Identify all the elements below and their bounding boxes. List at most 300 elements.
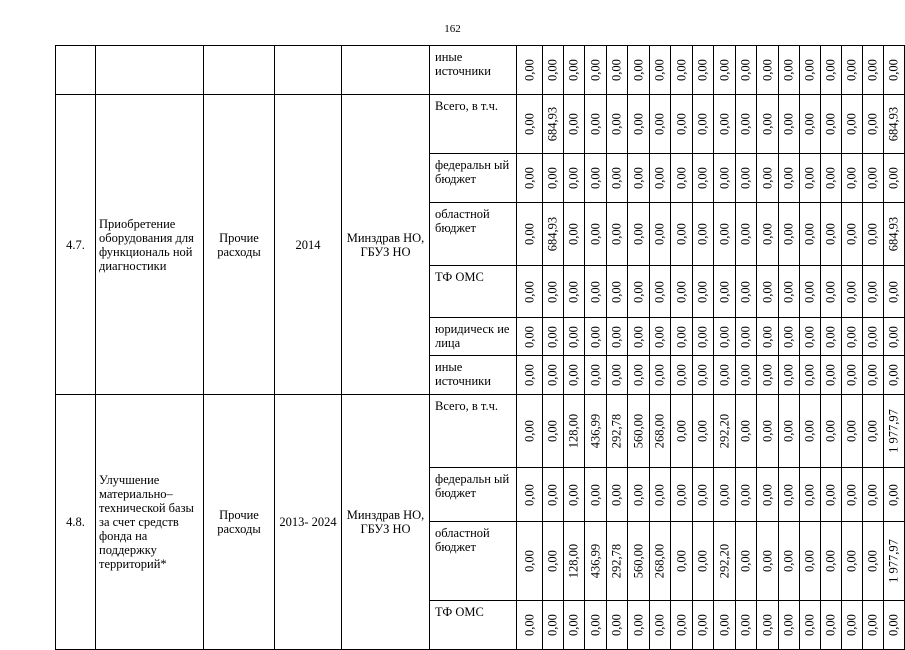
value-text: 0,00 xyxy=(865,280,880,303)
value-text: 0,00 xyxy=(588,167,602,189)
value-cell xyxy=(693,46,714,95)
value-text: 0,00 xyxy=(522,167,536,189)
value-text: 0,00 xyxy=(717,167,731,189)
value-cell xyxy=(736,154,757,203)
value-cell xyxy=(779,46,800,95)
value-cell xyxy=(714,318,736,356)
value-text: 0,00 xyxy=(652,223,667,245)
value-cell xyxy=(671,266,693,318)
value-text: 0,00 xyxy=(588,614,602,636)
value-cell xyxy=(650,154,671,203)
value-text: 0,00 xyxy=(844,364,859,386)
value-text: 0,00 xyxy=(738,483,753,506)
value-cell xyxy=(842,468,863,522)
value-cell xyxy=(736,318,757,356)
value-cell xyxy=(757,318,779,356)
value-cell xyxy=(564,154,585,203)
value-cell xyxy=(863,266,884,318)
value-cell xyxy=(607,154,628,203)
value-text: 0,00 xyxy=(738,550,753,572)
value-cell xyxy=(564,601,585,650)
value-cell xyxy=(517,46,543,95)
value-text: 0,00 xyxy=(844,550,859,572)
value-text: 0,00 xyxy=(631,483,645,506)
value-cell xyxy=(800,356,821,395)
value-cell xyxy=(671,203,693,266)
value-cell xyxy=(821,522,842,601)
value-text: 0,00 xyxy=(609,113,624,135)
value-text: 0,00 xyxy=(865,223,880,245)
value-text: 268,00 xyxy=(652,543,667,579)
years-cell xyxy=(275,46,342,95)
value-text: 0,00 xyxy=(865,59,880,81)
value-cell xyxy=(863,203,884,266)
value-cell xyxy=(543,266,564,318)
value-text: 268,00 xyxy=(652,413,667,449)
value-text: 0,00 xyxy=(588,325,602,348)
value-cell xyxy=(607,318,628,356)
value-text: 0,00 xyxy=(823,113,838,135)
value-text: 0,00 xyxy=(760,483,774,506)
value-text: 0,00 xyxy=(760,420,774,442)
funding-source-cell: ТФ ОМС xyxy=(430,266,517,318)
value-cell xyxy=(517,601,543,650)
value-text: 0,00 xyxy=(652,59,667,81)
value-text: 0,00 xyxy=(695,325,710,348)
value-text: 0,00 xyxy=(588,113,602,135)
value-text: 0,00 xyxy=(522,280,536,303)
value-text: 0,00 xyxy=(760,550,774,572)
value-cell xyxy=(543,601,564,650)
value-text: 0,00 xyxy=(738,59,753,81)
value-cell xyxy=(628,395,650,468)
value-text: 684,93 xyxy=(545,106,560,142)
value-cell xyxy=(714,356,736,395)
funding-source-cell: юридическ ие лица xyxy=(430,318,517,356)
value-text: 0,00 xyxy=(717,59,731,81)
value-cell xyxy=(671,318,693,356)
value-cell xyxy=(884,601,905,650)
funding-source-cell: иные источники xyxy=(430,46,517,95)
value-cell xyxy=(585,318,607,356)
value-cell xyxy=(800,468,821,522)
value-text: 0,00 xyxy=(566,483,581,506)
value-cell xyxy=(693,395,714,468)
value-cell xyxy=(650,318,671,356)
value-text: 0,00 xyxy=(674,280,688,303)
value-text: 0,00 xyxy=(717,280,731,303)
value-text: 0,00 xyxy=(545,483,560,506)
value-cell xyxy=(736,46,757,95)
value-text: 0,00 xyxy=(781,550,796,572)
value-text: 0,00 xyxy=(631,614,645,636)
value-text: 0,00 xyxy=(802,420,817,442)
value-cell xyxy=(863,95,884,154)
value-cell xyxy=(650,266,671,318)
value-text: 0,00 xyxy=(865,614,880,636)
value-text: 0,00 xyxy=(631,223,645,245)
value-text: 0,00 xyxy=(522,59,536,81)
value-cell xyxy=(821,318,842,356)
expense-category-cell xyxy=(204,46,275,95)
funding-source-cell: федеральн ый бюджет xyxy=(430,154,517,203)
value-cell xyxy=(607,601,628,650)
value-cell xyxy=(564,46,585,95)
value-cell xyxy=(607,266,628,318)
value-cell xyxy=(842,154,863,203)
value-cell xyxy=(842,356,863,395)
value-cell xyxy=(517,468,543,522)
value-text: 0,00 xyxy=(844,280,859,303)
value-cell xyxy=(628,601,650,650)
value-cell xyxy=(650,203,671,266)
value-text: 0,00 xyxy=(695,550,710,572)
value-cell xyxy=(842,395,863,468)
value-text: 0,00 xyxy=(674,223,688,245)
value-cell xyxy=(821,266,842,318)
value-cell xyxy=(671,468,693,522)
value-text: 0,00 xyxy=(652,113,667,135)
value-cell xyxy=(800,522,821,601)
value-text: 0,00 xyxy=(695,167,710,189)
value-cell xyxy=(543,522,564,601)
value-cell xyxy=(842,46,863,95)
value-cell xyxy=(585,266,607,318)
value-cell xyxy=(585,46,607,95)
funding-source-cell: Всего, в т.ч. xyxy=(430,395,517,468)
value-cell xyxy=(757,95,779,154)
value-cell xyxy=(585,601,607,650)
value-text: 0,00 xyxy=(781,59,796,81)
value-text: 0,00 xyxy=(738,167,753,189)
value-cell xyxy=(693,356,714,395)
executor-cell: Минздрав НО, ГБУЗ НО xyxy=(342,395,430,650)
value-cell xyxy=(650,46,671,95)
expense-category-cell: Прочие расходы xyxy=(204,395,275,650)
value-cell xyxy=(607,356,628,395)
value-text: 0,00 xyxy=(738,223,753,245)
value-text: 0,00 xyxy=(802,167,817,189)
value-text: 0,00 xyxy=(781,167,796,189)
value-text: 0,00 xyxy=(545,614,560,636)
value-text: 560,00 xyxy=(631,543,645,579)
value-cell xyxy=(863,522,884,601)
value-cell xyxy=(585,203,607,266)
value-cell xyxy=(543,46,564,95)
value-cell xyxy=(671,95,693,154)
value-text: 0,00 xyxy=(674,113,688,135)
value-text: 128,00 xyxy=(566,413,581,449)
value-text: 0,00 xyxy=(865,325,880,348)
value-text: 0,00 xyxy=(886,483,901,506)
table-row xyxy=(56,95,905,154)
value-cell xyxy=(884,522,905,601)
value-cell xyxy=(800,46,821,95)
value-text: 0,00 xyxy=(844,325,859,348)
value-cell xyxy=(821,356,842,395)
value-cell xyxy=(693,601,714,650)
value-cell xyxy=(779,203,800,266)
value-text: 0,00 xyxy=(522,483,536,506)
value-text: 0,00 xyxy=(802,280,817,303)
value-text: 0,00 xyxy=(781,113,796,135)
value-cell xyxy=(517,395,543,468)
value-cell xyxy=(779,468,800,522)
value-text: 0,00 xyxy=(738,614,753,636)
value-cell xyxy=(736,266,757,318)
value-cell xyxy=(714,522,736,601)
value-text: 0,00 xyxy=(522,223,536,245)
value-cell xyxy=(693,154,714,203)
value-cell xyxy=(671,154,693,203)
value-cell xyxy=(821,468,842,522)
value-text: 0,00 xyxy=(674,483,688,506)
value-text: 292,20 xyxy=(717,413,731,449)
value-text: 0,00 xyxy=(865,113,880,135)
value-text: 0,00 xyxy=(865,167,880,189)
value-cell xyxy=(821,95,842,154)
value-text: 0,00 xyxy=(781,280,796,303)
value-cell xyxy=(607,95,628,154)
value-text: 0,00 xyxy=(802,614,817,636)
value-text: 0,00 xyxy=(674,550,688,572)
value-cell xyxy=(671,395,693,468)
value-cell xyxy=(736,522,757,601)
value-text: 436,99 xyxy=(588,543,602,579)
funding-source-cell: Всего, в т.ч. xyxy=(430,95,517,154)
value-cell xyxy=(800,601,821,650)
value-text: 0,00 xyxy=(717,364,731,386)
value-text: 0,00 xyxy=(781,483,796,506)
value-cell xyxy=(564,356,585,395)
value-text: 0,00 xyxy=(631,59,645,81)
value-text: 292,78 xyxy=(609,413,624,449)
value-cell xyxy=(779,601,800,650)
activity-name-cell: Приобретение оборудования для функциональ ной диагностики xyxy=(96,95,204,395)
value-cell xyxy=(650,522,671,601)
value-cell xyxy=(543,203,564,266)
value-text: 0,00 xyxy=(588,223,602,245)
funding-source-cell: ТФ ОМС xyxy=(430,601,517,650)
value-text: 0,00 xyxy=(717,113,731,135)
value-text: 0,00 xyxy=(588,59,602,81)
value-cell xyxy=(800,154,821,203)
value-text: 0,00 xyxy=(802,113,817,135)
value-cell xyxy=(543,154,564,203)
value-cell xyxy=(650,95,671,154)
value-text: 0,00 xyxy=(823,614,838,636)
executor-cell xyxy=(342,46,430,95)
value-cell xyxy=(693,203,714,266)
value-cell xyxy=(628,318,650,356)
value-text: 0,00 xyxy=(865,420,880,442)
value-cell xyxy=(757,395,779,468)
value-text: 0,00 xyxy=(609,280,624,303)
value-cell xyxy=(884,154,905,203)
value-text: 0,00 xyxy=(566,113,581,135)
value-text: 0,00 xyxy=(717,614,731,636)
value-cell xyxy=(693,318,714,356)
value-cell xyxy=(628,154,650,203)
value-text: 0,00 xyxy=(738,113,753,135)
value-text: 0,00 xyxy=(760,364,774,386)
value-text: 0,00 xyxy=(844,614,859,636)
value-text: 0,00 xyxy=(781,223,796,245)
value-text: 0,00 xyxy=(545,280,560,303)
value-cell xyxy=(543,318,564,356)
expense-category-cell: Прочие расходы xyxy=(204,95,275,395)
value-cell xyxy=(517,266,543,318)
value-text: 0,00 xyxy=(545,59,560,81)
value-text: 0,00 xyxy=(865,364,880,386)
value-cell xyxy=(671,46,693,95)
value-text: 0,00 xyxy=(545,420,560,442)
value-text: 0,00 xyxy=(823,550,838,572)
value-cell xyxy=(800,395,821,468)
activity-name-cell xyxy=(96,46,204,95)
value-text: 0,00 xyxy=(865,550,880,572)
value-cell xyxy=(564,266,585,318)
value-text: 1 977,97 xyxy=(886,409,901,453)
value-cell xyxy=(693,522,714,601)
value-cell xyxy=(863,154,884,203)
value-cell xyxy=(821,395,842,468)
value-cell xyxy=(543,395,564,468)
value-text: 0,00 xyxy=(695,113,710,135)
value-cell xyxy=(779,356,800,395)
value-text: 0,00 xyxy=(781,325,796,348)
value-text: 0,00 xyxy=(865,483,880,506)
value-cell xyxy=(517,154,543,203)
value-cell xyxy=(884,356,905,395)
value-text: 0,00 xyxy=(652,483,667,506)
years-cell: 2013- 2024 xyxy=(275,395,342,650)
value-text: 684,93 xyxy=(886,106,901,142)
value-cell xyxy=(693,266,714,318)
value-text: 0,00 xyxy=(674,364,688,386)
value-text: 0,00 xyxy=(631,364,645,386)
executor-cell: Минздрав НО, ГБУЗ НО xyxy=(342,95,430,395)
value-cell xyxy=(779,154,800,203)
value-cell xyxy=(607,46,628,95)
value-cell xyxy=(863,46,884,95)
activity-name-cell: Улучшение материально– технической базы за счет средств фонда на поддержку территорий* xyxy=(96,395,204,650)
value-cell xyxy=(607,203,628,266)
budget-table xyxy=(55,45,905,650)
value-text: 684,93 xyxy=(886,216,901,252)
value-cell xyxy=(564,203,585,266)
value-text: 0,00 xyxy=(760,280,774,303)
value-cell xyxy=(736,601,757,650)
value-text: 0,00 xyxy=(588,483,602,506)
value-cell xyxy=(863,468,884,522)
value-cell xyxy=(757,468,779,522)
value-text: 0,00 xyxy=(886,364,901,386)
value-text: 0,00 xyxy=(695,59,710,81)
value-cell xyxy=(821,601,842,650)
value-cell xyxy=(543,95,564,154)
value-cell xyxy=(800,95,821,154)
value-text: 0,00 xyxy=(717,325,731,348)
value-cell xyxy=(736,395,757,468)
value-cell xyxy=(543,468,564,522)
value-text: 0,00 xyxy=(609,614,624,636)
value-cell xyxy=(714,46,736,95)
value-cell xyxy=(842,601,863,650)
value-cell xyxy=(628,46,650,95)
value-text: 0,00 xyxy=(522,364,536,386)
value-cell xyxy=(628,95,650,154)
value-cell xyxy=(628,356,650,395)
value-text: 0,00 xyxy=(844,59,859,81)
value-cell xyxy=(800,203,821,266)
value-cell xyxy=(757,203,779,266)
value-text: 0,00 xyxy=(823,280,838,303)
value-text: 0,00 xyxy=(802,483,817,506)
value-cell xyxy=(628,468,650,522)
value-text: 0,00 xyxy=(652,280,667,303)
value-cell xyxy=(517,203,543,266)
value-text: 0,00 xyxy=(566,59,581,81)
value-text: 0,00 xyxy=(695,483,710,506)
value-text: 0,00 xyxy=(760,167,774,189)
value-cell xyxy=(863,318,884,356)
value-text: 0,00 xyxy=(566,364,581,386)
value-text: 0,00 xyxy=(545,364,560,386)
value-cell xyxy=(714,266,736,318)
value-text: 0,00 xyxy=(522,325,536,348)
value-cell xyxy=(650,601,671,650)
value-text: 1 977,97 xyxy=(886,539,901,583)
value-text: 0,00 xyxy=(823,59,838,81)
row-number-cell: 4.7. xyxy=(56,95,96,395)
value-cell xyxy=(842,318,863,356)
value-text: 0,00 xyxy=(695,223,710,245)
value-text: 0,00 xyxy=(823,364,838,386)
value-text: 292,20 xyxy=(717,543,731,579)
value-text: 128,00 xyxy=(566,543,581,579)
value-text: 0,00 xyxy=(545,167,560,189)
value-cell xyxy=(628,522,650,601)
value-cell xyxy=(884,46,905,95)
value-cell xyxy=(628,203,650,266)
value-cell xyxy=(736,203,757,266)
value-text: 0,00 xyxy=(522,113,536,135)
value-text: 0,00 xyxy=(760,614,774,636)
value-text: 0,00 xyxy=(652,325,667,348)
value-text: 0,00 xyxy=(802,550,817,572)
value-text: 0,00 xyxy=(674,59,688,81)
value-cell xyxy=(736,468,757,522)
value-cell xyxy=(779,266,800,318)
value-cell xyxy=(800,318,821,356)
value-cell xyxy=(863,395,884,468)
value-cell xyxy=(517,522,543,601)
table-row xyxy=(56,395,905,468)
value-text: 0,00 xyxy=(609,59,624,81)
value-cell xyxy=(842,266,863,318)
value-cell xyxy=(863,356,884,395)
funding-source-cell: иные источники xyxy=(430,356,517,395)
value-cell xyxy=(714,468,736,522)
value-text: 0,00 xyxy=(760,113,774,135)
value-text: 0,00 xyxy=(609,167,624,189)
value-text: 0,00 xyxy=(674,325,688,348)
value-text: 0,00 xyxy=(717,223,731,245)
value-text: 0,00 xyxy=(738,280,753,303)
value-text: 0,00 xyxy=(886,614,901,636)
value-text: 0,00 xyxy=(844,223,859,245)
